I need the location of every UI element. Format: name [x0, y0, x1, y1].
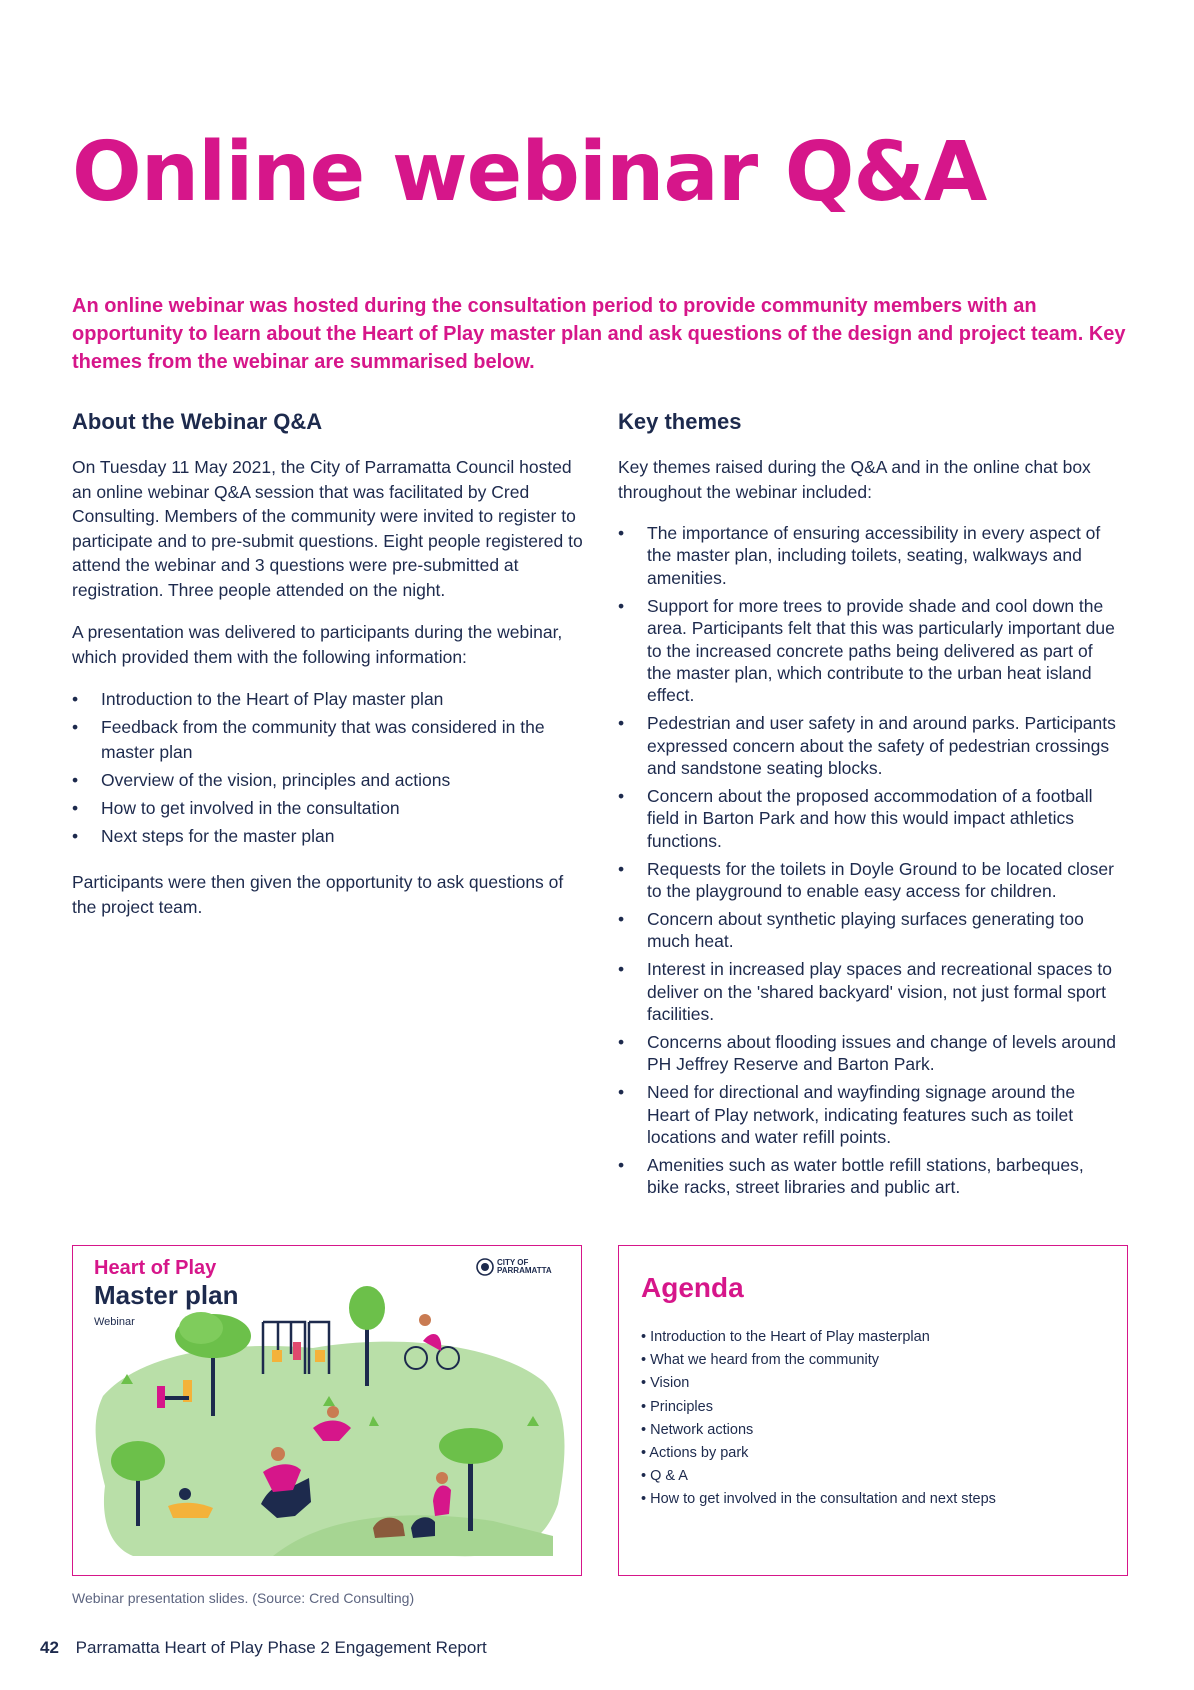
list-item: • How to get involved in the consultation	[72, 796, 592, 821]
agenda-item: • Introduction to the Heart of Play masterplan	[641, 1329, 930, 1345]
agenda-item: • Vision	[641, 1375, 690, 1392]
agenda-item: • Q & A	[641, 1468, 688, 1485]
agenda-item: • Actions by park	[641, 1445, 749, 1462]
page-footer	[40, 1638, 487, 1658]
list-item: • Amenities such as water bottle refill stations, barbeques, bike racks, street libraries and public art.	[618, 1155, 1084, 1198]
list-item: • Concern about the proposed accommodation of a football field in Barton Park and how this would impact athletics functions.	[618, 785, 1093, 851]
about-paragraph-2: A presentation was delivered to participants during the webinar, which provided them with the following information:	[72, 622, 563, 667]
council-logo-text: CITY OF PARRAMATTA	[497, 1258, 552, 1275]
key-themes-heading: Key themes	[618, 409, 742, 434]
list-item: • Support for more trees to provide shade and cool down the area. Participants felt that this was particularly important due to the increased concrete paths being delivered as part of the master plan, which contribute to the urban heat island effect.	[618, 595, 1115, 706]
list-item: • Introduction to the Heart of Play master plan	[72, 687, 592, 712]
agenda-item: • How to get involved in the consultation and next steps	[641, 1491, 996, 1508]
page-number: 42	[40, 1638, 59, 1657]
intro-paragraph: An online webinar was hosted during the consultation period to provide community members with an opportunity to learn about the Heart of Play master plan and ask questions of the design and project team. Key themes from the webinar are summarised below.	[72, 295, 1126, 373]
bullet-icon: •	[72, 769, 79, 790]
list-item: • Need for directional and wayfinding signage around the Heart of Play network, indicating features such as toilet locations and water refill points.	[618, 1082, 1076, 1148]
bullet-icon: •	[618, 1082, 625, 1103]
list-item: • The importance of ensuring accessibility in every aspect of the master plan, including toilets, seating, walkways and amenities.	[618, 523, 1101, 588]
key-themes-intro: Key themes raised during the Q&A and in the online chat box throughout the webinar included:	[618, 457, 1091, 502]
key-themes-section	[618, 408, 1118, 1221]
council-logo	[476, 1258, 559, 1276]
slide-title-line-2: Master plan	[94, 1280, 239, 1310]
about-heading: About the Webinar Q&A	[72, 409, 323, 434]
bullet-icon: •	[618, 959, 625, 980]
list-item: • Interest in increased play spaces and recreational spaces to deliver on the 'shared backyard' vision, not just formal sport facilities.	[618, 959, 1112, 1025]
bullet-icon: •	[72, 689, 79, 709]
list-item: • Concerns about flooding issues and change of levels around PH Jeffrey Reserve and Barton Park.	[618, 1032, 1116, 1075]
bullet-icon: •	[618, 595, 625, 616]
agenda-item: • Network actions	[641, 1421, 754, 1438]
bullet-icon: •	[618, 909, 625, 929]
list-item: • Feedback from the community that was considered in the master plan	[72, 717, 545, 762]
presentation-info-list	[72, 687, 592, 848]
bullet-icon: •	[618, 523, 625, 543]
council-logo-icon	[476, 1258, 494, 1276]
image-caption: Webinar presentation slides. (Source: Cred Consulting)	[72, 1590, 415, 1606]
list-item: • Concern about synthetic playing surfaces generating too much heat.	[618, 909, 1084, 952]
agenda-title: Agenda	[641, 1272, 744, 1303]
key-themes-list	[618, 522, 1118, 1199]
list-item: • Overview of the vision, principles and actions	[72, 768, 592, 793]
bullet-icon: •	[72, 717, 79, 737]
bullet-icon: •	[618, 785, 625, 806]
agenda-item: • What we heard from the community	[641, 1352, 879, 1369]
bullet-icon: •	[618, 858, 625, 879]
about-section	[72, 408, 592, 937]
about-paragraph-1: On Tuesday 11 May 2021, the City of Parramatta Council hosted an online webinar Q&A session that was facilitated by Cred Consulting. Members of the community were invited to register to participate and to pre-submit questions. Eight people registered to attend the webinar and 3 questions were pre-submitted at registration. Three people attended on the night.	[72, 457, 583, 600]
bullet-icon: •	[72, 825, 79, 846]
list-item: • Requests for the toilets in Doyle Ground to be located closer to the playground to enable easy access for children.	[618, 858, 1114, 902]
slide-title-line-1: Heart of Play	[94, 1257, 217, 1279]
slide-subtitle: Webinar	[94, 1316, 135, 1328]
bullet-icon: •	[618, 1032, 625, 1053]
bullet-icon: •	[618, 1155, 625, 1176]
about-paragraph-3: Participants were then given the opportunity to ask questions of the project team.	[72, 872, 564, 917]
page-title: Online webinar Q&A	[72, 125, 987, 220]
title-slide-image	[72, 1245, 582, 1576]
bullet-icon: •	[618, 713, 625, 734]
list-item: • Next steps for the master plan	[72, 824, 592, 849]
list-item: • Pedestrian and user safety in and around parks. Participants expressed concern about the safety of pedestrian crossings and sandstone seating blocks.	[618, 713, 1116, 779]
bullet-icon: •	[72, 797, 79, 818]
agenda-slide	[618, 1245, 1128, 1576]
report-title: Parramatta Heart of Play Phase 2 Engagement Report	[75, 1638, 487, 1657]
agenda-list	[641, 1326, 996, 1512]
agenda-item: • Principles	[641, 1398, 713, 1415]
